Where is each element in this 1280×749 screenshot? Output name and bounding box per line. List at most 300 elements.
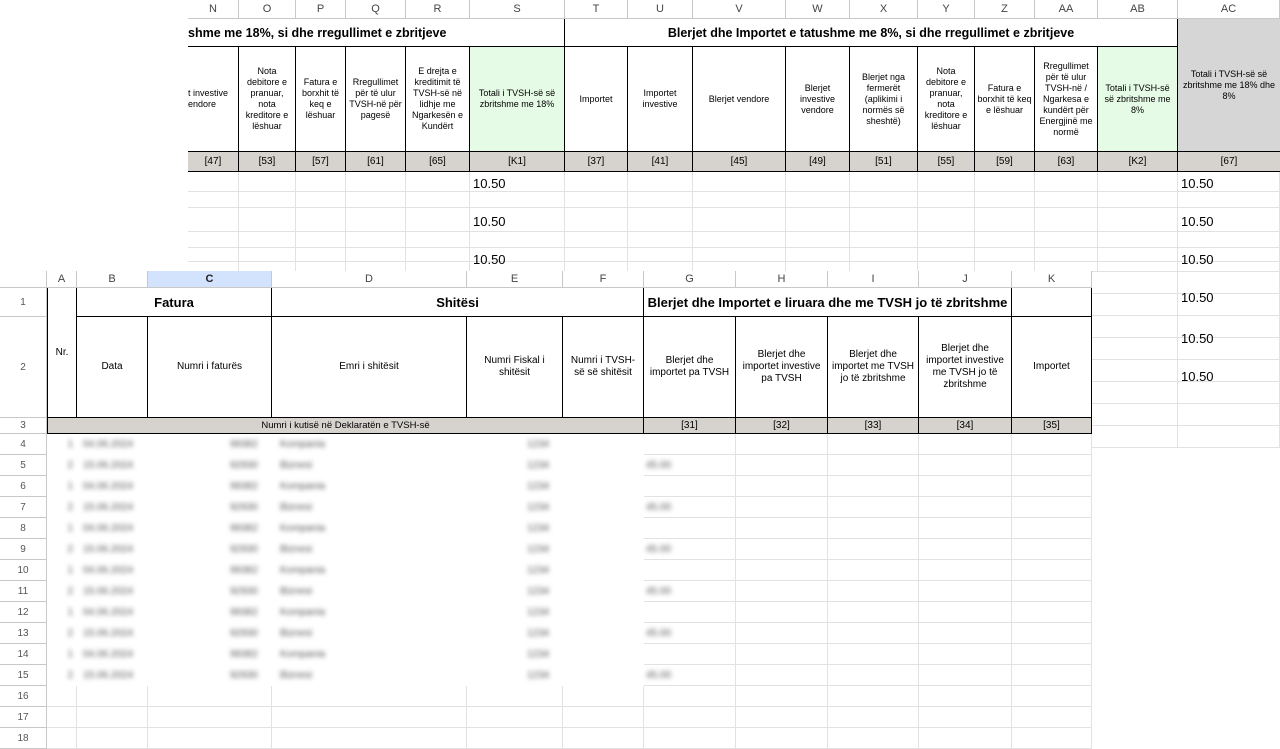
grid-cell[interactable] (736, 476, 828, 497)
top-cell[interactable] (346, 172, 406, 192)
grid-cell[interactable] (919, 665, 1012, 686)
top-cell[interactable] (188, 192, 239, 208)
grid-cell[interactable] (1012, 455, 1092, 476)
top-cell[interactable] (188, 232, 239, 248)
row-date-cell[interactable]: 15.06.2024 (83, 670, 134, 681)
top-cell[interactable] (1098, 232, 1178, 248)
row-g-value-cell[interactable]: 45.00 (646, 544, 672, 555)
grid-cell[interactable] (1012, 497, 1092, 518)
top-cell[interactable] (693, 232, 786, 248)
table-row[interactable] (47, 623, 736, 644)
top-cell[interactable] (693, 208, 786, 232)
table-row[interactable] (47, 539, 736, 560)
top-cell[interactable] (565, 208, 628, 232)
top-cell[interactable] (1035, 192, 1098, 208)
top-cell[interactable] (406, 172, 470, 192)
grid-cell[interactable] (644, 728, 736, 749)
table-row[interactable] (47, 455, 736, 476)
column-header-t[interactable]: T (565, 0, 628, 19)
top-cell[interactable] (918, 248, 975, 262)
ac-value-cell[interactable]: 10.50 (1181, 175, 1214, 191)
top-cell[interactable] (918, 172, 975, 192)
column-header-f[interactable]: F (563, 271, 644, 288)
top-cell[interactable] (1098, 248, 1178, 262)
top-cell[interactable] (1035, 232, 1098, 248)
top-cell[interactable] (239, 172, 296, 192)
grid-cell[interactable] (919, 539, 1012, 560)
s-value-cell[interactable]: 10.50 (473, 213, 506, 229)
column-header-q[interactable]: Q (346, 0, 406, 19)
top-cell[interactable] (406, 208, 470, 232)
row-g-value-cell[interactable] (646, 476, 706, 497)
column-header-d[interactable]: D (272, 271, 467, 288)
grid-cell[interactable] (1012, 728, 1092, 749)
grid-cell[interactable] (47, 728, 77, 749)
row-header-5[interactable]: 5 (0, 455, 47, 476)
top-cell[interactable] (975, 192, 1035, 208)
top-cell[interactable] (786, 172, 850, 192)
grid-cell[interactable] (563, 686, 644, 707)
row-header-16[interactable]: 16 (0, 686, 47, 707)
ab-cell[interactable] (1092, 294, 1178, 316)
row-date-cell[interactable]: 15.06.2024 (83, 460, 134, 471)
row-header-18[interactable]: 18 (0, 728, 47, 749)
column-header-c[interactable]: C (148, 271, 272, 288)
top-cell[interactable] (346, 208, 406, 232)
row-g-value-cell[interactable] (646, 434, 706, 455)
grid-cell[interactable] (736, 518, 828, 539)
row-seller-name-cell[interactable]: Biznesi (280, 628, 313, 639)
top-cell[interactable] (296, 232, 346, 248)
top-cell[interactable] (786, 232, 850, 248)
top-cell[interactable] (693, 172, 786, 192)
column-header-z[interactable]: Z (975, 0, 1035, 19)
ab-cell[interactable] (1092, 382, 1178, 404)
top-cell[interactable] (628, 208, 693, 232)
top-cell[interactable] (918, 208, 975, 232)
grid-cell[interactable] (272, 686, 467, 707)
table-row[interactable] (47, 602, 736, 623)
row-nr-cell[interactable]: 2 (67, 502, 73, 513)
row-seller-name-cell[interactable]: Kompania (280, 439, 326, 450)
top-cell[interactable] (786, 208, 850, 232)
row-invoice-number-cell[interactable]: 92930 (230, 670, 258, 681)
grid-cell[interactable] (736, 623, 828, 644)
grid-cell[interactable] (736, 728, 828, 749)
row-invoice-number-cell[interactable]: 99382 (230, 649, 258, 660)
top-cell[interactable] (628, 248, 693, 262)
grid-cell[interactable] (919, 644, 1012, 665)
top-cell[interactable] (470, 192, 565, 208)
row-fiscal-number-cell[interactable]: 1234 (527, 670, 550, 681)
column-header-w[interactable]: W (786, 0, 850, 19)
grid-cell[interactable] (828, 518, 919, 539)
grid-cell[interactable] (467, 707, 563, 728)
table-row[interactable] (47, 644, 736, 665)
top-cell[interactable] (239, 208, 296, 232)
column-header-j[interactable]: J (919, 271, 1012, 288)
top-cell[interactable] (296, 248, 346, 262)
top-cell[interactable] (346, 232, 406, 248)
top-cell[interactable] (850, 192, 918, 208)
row-header-14[interactable]: 14 (0, 644, 47, 665)
grid-cell[interactable] (828, 665, 919, 686)
ab-cell[interactable] (1092, 360, 1178, 382)
row-seller-name-cell[interactable]: Biznesi (280, 586, 313, 597)
grid-cell[interactable] (1012, 476, 1092, 497)
column-header-k[interactable]: K (1012, 271, 1092, 288)
ab-cell[interactable] (1092, 404, 1178, 426)
ab-cell[interactable] (1092, 272, 1178, 294)
grid-cell[interactable] (736, 665, 828, 686)
top-cell[interactable] (975, 232, 1035, 248)
row-invoice-number-cell[interactable]: 99382 (230, 565, 258, 576)
row-nr-cell[interactable]: 2 (67, 460, 73, 471)
top-cell[interactable] (850, 172, 918, 192)
top-cell[interactable] (628, 232, 693, 248)
grid-cell[interactable] (828, 560, 919, 581)
grid-cell[interactable] (563, 728, 644, 749)
top-cell[interactable] (1035, 208, 1098, 232)
ab-cell[interactable] (1092, 338, 1178, 360)
ac-value-cell[interactable]: 10.50 (1181, 330, 1214, 346)
grid-cell[interactable] (828, 539, 919, 560)
column-header-o[interactable]: O (239, 0, 296, 19)
column-header-ac[interactable]: AC (1178, 0, 1280, 19)
row-g-value-cell[interactable] (646, 644, 706, 665)
row-nr-cell[interactable]: 1 (67, 649, 73, 660)
ac-value-cell[interactable]: 10.50 (1181, 289, 1214, 305)
table-row[interactable] (47, 518, 736, 539)
row-fiscal-number-cell[interactable]: 1234 (527, 481, 550, 492)
row-date-cell[interactable]: 15.06.2024 (83, 544, 134, 555)
grid-cell[interactable] (1012, 434, 1092, 455)
row-date-cell[interactable]: 04.06.2024 (83, 607, 134, 618)
row-header-6[interactable]: 6 (0, 476, 47, 497)
grid-cell[interactable] (77, 686, 148, 707)
top-cell[interactable] (628, 172, 693, 192)
row-date-cell[interactable]: 15.06.2024 (83, 502, 134, 513)
grid-cell[interactable] (828, 476, 919, 497)
row-seller-name-cell[interactable]: Kompania (280, 607, 326, 618)
row-header-17[interactable]: 17 (0, 707, 47, 728)
ac-cell[interactable] (1178, 426, 1280, 448)
column-header-b[interactable]: B (77, 271, 148, 288)
grid-cell[interactable] (828, 602, 919, 623)
top-cell[interactable] (1098, 262, 1178, 272)
grid-cell[interactable] (1012, 686, 1092, 707)
row-nr-cell[interactable]: 1 (67, 439, 73, 450)
ab-cell[interactable] (1092, 426, 1178, 448)
top-cell[interactable] (296, 172, 346, 192)
grid-cell[interactable] (919, 434, 1012, 455)
grid-cell[interactable] (736, 497, 828, 518)
grid-cell[interactable] (736, 707, 828, 728)
row-fiscal-number-cell[interactable]: 1234 (527, 565, 550, 576)
column-header-y[interactable]: Y (918, 0, 975, 19)
grid-cell[interactable] (919, 707, 1012, 728)
row-header-12[interactable]: 12 (0, 602, 47, 623)
row-g-value-cell[interactable]: 45.00 (646, 670, 672, 681)
row-seller-name-cell[interactable]: Kompania (280, 565, 326, 576)
table-row[interactable] (47, 581, 736, 602)
top-cell[interactable] (1098, 208, 1178, 232)
top-cell[interactable] (850, 232, 918, 248)
grid-cell[interactable] (919, 560, 1012, 581)
top-cell[interactable] (918, 192, 975, 208)
top-cell[interactable] (565, 172, 628, 192)
top-cell[interactable] (1178, 232, 1280, 248)
column-header-aa[interactable]: AA (1035, 0, 1098, 19)
grid-cell[interactable] (467, 728, 563, 749)
top-cell[interactable] (346, 192, 406, 208)
column-header-h[interactable]: H (736, 271, 828, 288)
top-cell[interactable] (975, 172, 1035, 192)
top-cell[interactable] (239, 232, 296, 248)
top-cell[interactable] (918, 232, 975, 248)
row-invoice-number-cell[interactable]: 92930 (230, 544, 258, 555)
row-invoice-number-cell[interactable]: 99382 (230, 523, 258, 534)
row-date-cell[interactable]: 04.06.2024 (83, 481, 134, 492)
top-cell[interactable] (786, 192, 850, 208)
row-header-8[interactable]: 8 (0, 518, 47, 539)
grid-cell[interactable] (828, 644, 919, 665)
grid-cell[interactable] (919, 686, 1012, 707)
row-g-value-cell[interactable]: 45.00 (646, 502, 672, 513)
s-value-cell[interactable]: 10.50 (473, 251, 506, 267)
grid-cell[interactable] (148, 686, 272, 707)
ac-cell[interactable] (1178, 404, 1280, 426)
row-fiscal-number-cell[interactable]: 1234 (527, 586, 550, 597)
row-date-cell[interactable]: 15.06.2024 (83, 628, 134, 639)
row-date-cell[interactable]: 04.06.2024 (83, 523, 134, 534)
top-cell[interactable] (406, 232, 470, 248)
grid-cell[interactable] (828, 434, 919, 455)
grid-cell[interactable] (644, 707, 736, 728)
grid-cell[interactable] (1012, 665, 1092, 686)
top-cell[interactable] (1178, 192, 1280, 208)
top-cell[interactable] (296, 208, 346, 232)
grid-cell[interactable] (272, 707, 467, 728)
grid-cell[interactable] (828, 455, 919, 476)
row-g-value-cell[interactable]: 45.00 (646, 628, 672, 639)
table-row[interactable] (47, 476, 736, 497)
column-header-v[interactable]: V (693, 0, 786, 19)
top-cell[interactable] (406, 192, 470, 208)
grid-cell[interactable] (1012, 644, 1092, 665)
grid-cell[interactable] (1012, 623, 1092, 644)
column-header-s[interactable]: S (470, 0, 565, 19)
row-nr-cell[interactable]: 1 (67, 523, 73, 534)
select-all-corner[interactable] (0, 271, 47, 288)
row-seller-name-cell[interactable]: Biznesi (280, 544, 313, 555)
grid-cell[interactable] (919, 581, 1012, 602)
grid-cell[interactable] (828, 728, 919, 749)
column-header-p[interactable]: P (296, 0, 346, 19)
grid-cell[interactable] (644, 686, 736, 707)
grid-cell[interactable] (736, 560, 828, 581)
grid-cell[interactable] (828, 497, 919, 518)
row-fiscal-number-cell[interactable]: 1234 (527, 502, 550, 513)
row-seller-name-cell[interactable]: Biznesi (280, 670, 313, 681)
row-header-15[interactable]: 15 (0, 665, 47, 686)
grid-cell[interactable] (828, 623, 919, 644)
grid-cell[interactable] (828, 581, 919, 602)
row-header-9[interactable]: 9 (0, 539, 47, 560)
row-seller-name-cell[interactable]: Kompania (280, 649, 326, 660)
ac-value-cell[interactable]: 10.50 (1181, 368, 1214, 384)
grid-cell[interactable] (1012, 518, 1092, 539)
top-cell[interactable] (406, 248, 470, 262)
row-invoice-number-cell[interactable]: 99382 (230, 607, 258, 618)
column-header-x[interactable]: X (850, 0, 918, 19)
row-seller-name-cell[interactable]: Kompania (280, 481, 326, 492)
grid-cell[interactable] (736, 686, 828, 707)
row-g-value-cell[interactable]: 45.00 (646, 460, 672, 471)
row-date-cell[interactable]: 04.06.2024 (83, 649, 134, 660)
grid-cell[interactable] (919, 623, 1012, 644)
top-cell[interactable] (1098, 192, 1178, 208)
row-fiscal-number-cell[interactable]: 1234 (527, 649, 550, 660)
row-header-3[interactable]: 3 (0, 418, 47, 434)
column-header-g[interactable]: G (644, 271, 736, 288)
row-date-cell[interactable]: 04.06.2024 (83, 439, 134, 450)
column-header-i[interactable]: I (828, 271, 919, 288)
ab-cell[interactable] (1092, 316, 1178, 338)
row-g-value-cell[interactable] (646, 602, 706, 623)
grid-cell[interactable] (148, 707, 272, 728)
row-invoice-number-cell[interactable]: 92930 (230, 586, 258, 597)
row-nr-cell[interactable]: 2 (67, 670, 73, 681)
top-cell[interactable] (786, 248, 850, 262)
row-fiscal-number-cell[interactable]: 1234 (527, 544, 550, 555)
top-cell[interactable] (850, 208, 918, 232)
grid-cell[interactable] (1012, 602, 1092, 623)
grid-cell[interactable] (736, 644, 828, 665)
row-nr-cell[interactable]: 1 (67, 565, 73, 576)
grid-cell[interactable] (77, 728, 148, 749)
row-seller-name-cell[interactable]: Kompania (280, 523, 326, 534)
top-cell[interactable] (296, 192, 346, 208)
top-cell[interactable] (975, 248, 1035, 262)
grid-cell[interactable] (77, 707, 148, 728)
top-cell[interactable] (470, 232, 565, 248)
column-header-ab[interactable]: AB (1098, 0, 1178, 19)
top-cell[interactable] (1035, 172, 1098, 192)
top-cell[interactable] (1098, 172, 1178, 192)
table-row[interactable] (47, 665, 736, 686)
grid-cell[interactable] (919, 497, 1012, 518)
grid-cell[interactable] (563, 707, 644, 728)
grid-cell[interactable] (467, 686, 563, 707)
grid-cell[interactable] (1012, 707, 1092, 728)
table-row[interactable] (47, 497, 736, 518)
row-header-7[interactable]: 7 (0, 497, 47, 518)
row-fiscal-number-cell[interactable]: 1234 (527, 523, 550, 534)
row-seller-name-cell[interactable]: Biznesi (280, 460, 313, 471)
row-fiscal-number-cell[interactable]: 1234 (527, 439, 550, 450)
top-cell[interactable] (693, 192, 786, 208)
row-fiscal-number-cell[interactable]: 1234 (527, 607, 550, 618)
grid-cell[interactable] (736, 434, 828, 455)
row-g-value-cell[interactable] (646, 560, 706, 581)
row-date-cell[interactable]: 04.06.2024 (83, 565, 134, 576)
top-cell[interactable] (693, 248, 786, 262)
row-fiscal-number-cell[interactable]: 1234 (527, 628, 550, 639)
grid-cell[interactable] (1012, 581, 1092, 602)
row-invoice-number-cell[interactable]: 99382 (230, 481, 258, 492)
grid-cell[interactable] (1012, 560, 1092, 581)
row-header-10[interactable]: 10 (0, 560, 47, 581)
s-value-cell[interactable]: 10.50 (473, 175, 506, 191)
row-invoice-number-cell[interactable]: 92930 (230, 502, 258, 513)
row-nr-cell[interactable]: 2 (67, 628, 73, 639)
top-cell[interactable] (565, 192, 628, 208)
top-cell[interactable] (188, 248, 239, 262)
grid-cell[interactable] (828, 707, 919, 728)
top-cell[interactable] (239, 192, 296, 208)
grid-cell[interactable] (47, 686, 77, 707)
top-cell[interactable] (565, 248, 628, 262)
row-nr-cell[interactable]: 1 (67, 481, 73, 492)
table-row[interactable] (47, 560, 736, 581)
grid-cell[interactable] (919, 602, 1012, 623)
grid-cell[interactable] (148, 728, 272, 749)
grid-cell[interactable] (736, 455, 828, 476)
column-header-e[interactable]: E (467, 271, 563, 288)
row-header-1[interactable]: 1 (0, 288, 47, 317)
row-date-cell[interactable]: 15.06.2024 (83, 586, 134, 597)
ac-value-cell[interactable]: 10.50 (1181, 251, 1214, 267)
row-g-value-cell[interactable]: 45.00 (646, 586, 672, 597)
top-cell[interactable] (850, 248, 918, 262)
grid-cell[interactable] (272, 728, 467, 749)
top-cell[interactable] (239, 248, 296, 262)
column-header-u[interactable]: U (628, 0, 693, 19)
row-nr-cell[interactable]: 1 (67, 607, 73, 618)
row-header-11[interactable]: 11 (0, 581, 47, 602)
top-cell[interactable] (628, 192, 693, 208)
row-header-13[interactable]: 13 (0, 623, 47, 644)
column-header-a[interactable]: A (47, 271, 77, 288)
row-g-value-cell[interactable] (646, 518, 706, 539)
row-nr-cell[interactable]: 2 (67, 586, 73, 597)
top-cell[interactable] (565, 232, 628, 248)
grid-cell[interactable] (919, 476, 1012, 497)
grid-cell[interactable] (919, 518, 1012, 539)
top-cell[interactable] (188, 208, 239, 232)
row-seller-name-cell[interactable]: Biznesi (280, 502, 313, 513)
top-cell[interactable] (975, 208, 1035, 232)
grid-cell[interactable] (736, 602, 828, 623)
grid-cell[interactable] (828, 686, 919, 707)
row-nr-cell[interactable]: 2 (67, 544, 73, 555)
top-cell[interactable] (1035, 248, 1098, 262)
grid-cell[interactable] (919, 455, 1012, 476)
grid-cell[interactable] (919, 728, 1012, 749)
row-header-2[interactable]: 2 (0, 317, 47, 418)
row-invoice-number-cell[interactable]: 92930 (230, 460, 258, 471)
ac-value-cell[interactable]: 10.50 (1181, 213, 1214, 229)
column-header-r[interactable]: R (406, 0, 470, 19)
grid-cell[interactable] (736, 539, 828, 560)
row-fiscal-number-cell[interactable]: 1234 (527, 460, 550, 471)
grid-cell[interactable] (47, 707, 77, 728)
column-header-n[interactable]: N (188, 0, 239, 19)
top-cell[interactable] (188, 172, 239, 192)
row-invoice-number-cell[interactable]: 92930 (230, 628, 258, 639)
top-cell[interactable] (346, 248, 406, 262)
